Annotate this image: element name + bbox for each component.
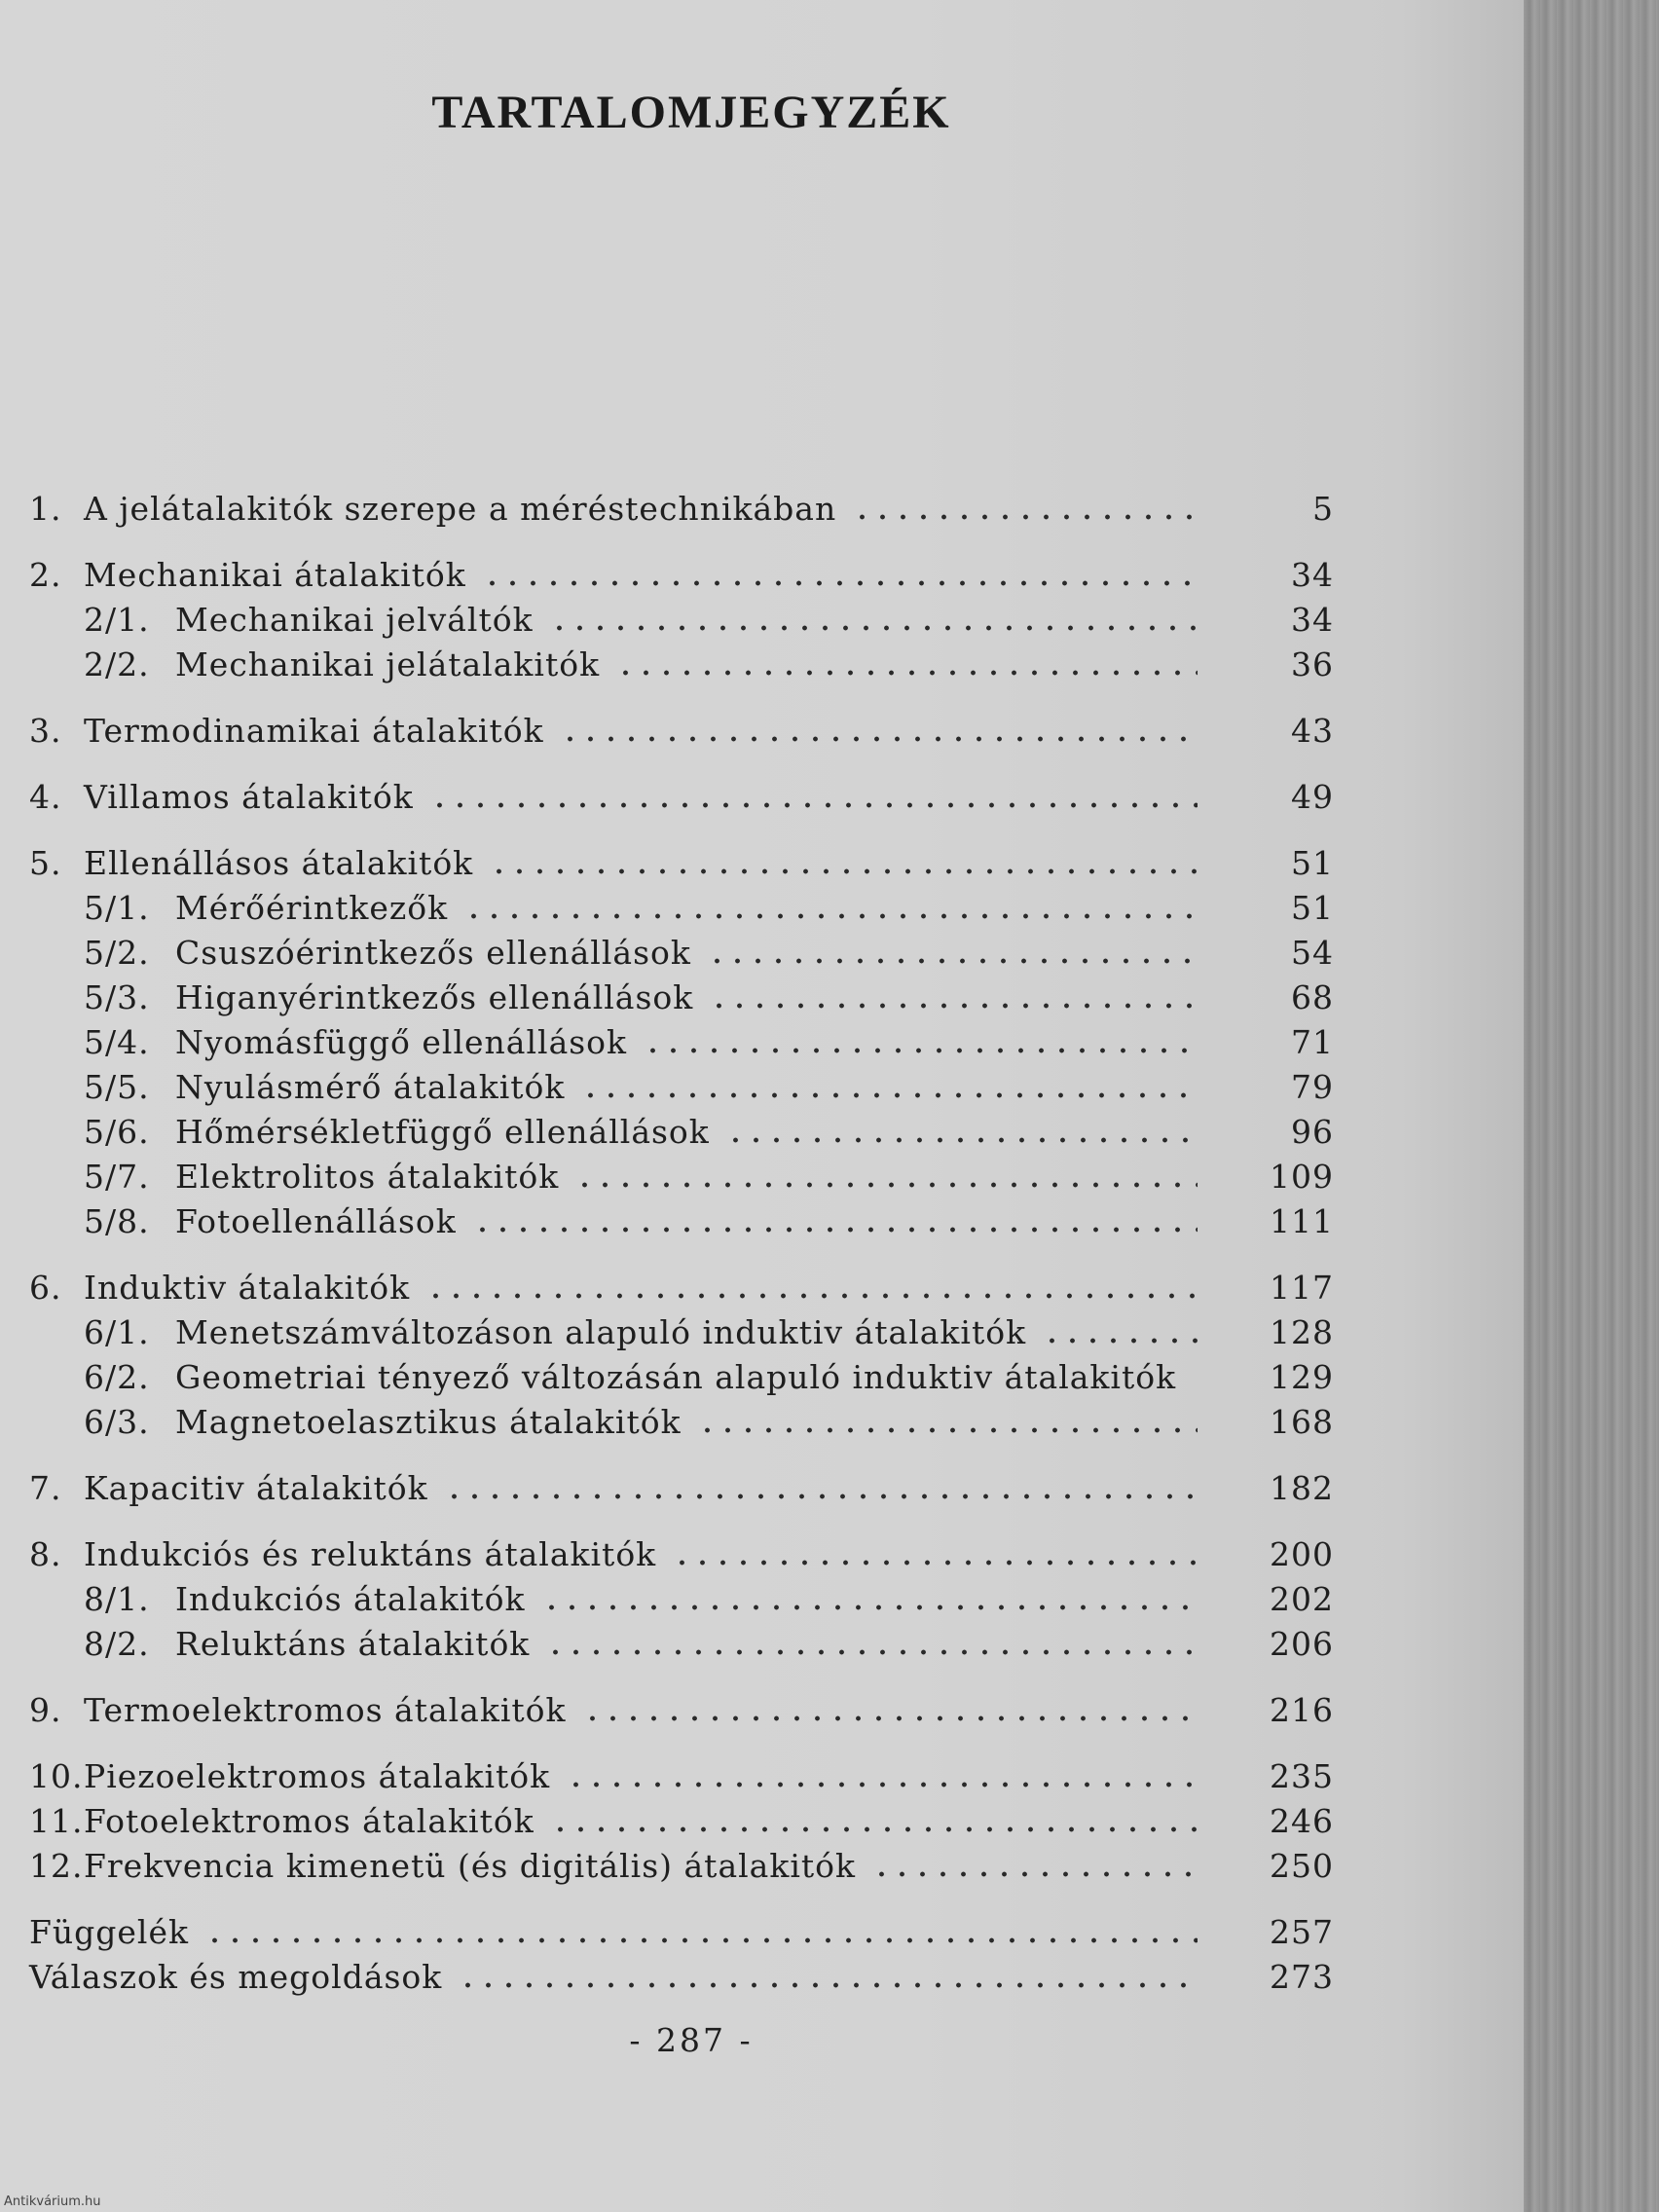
dot-leader <box>489 868 1198 874</box>
toc-entry-page: 216 <box>1270 1691 1334 1729</box>
toc-entry-number: 8/1. <box>84 1580 150 1618</box>
toc-entry-number: 6. <box>29 1269 62 1307</box>
dot-leader <box>425 1293 1198 1299</box>
toc-entry-title: A jelátalakitók szerepe a méréstechnikában <box>84 490 837 528</box>
toc-entry-page: 206 <box>1270 1625 1334 1663</box>
dot-leader <box>582 1715 1198 1721</box>
toc-entry-page: 49 <box>1291 778 1334 816</box>
toc-entry-page: 202 <box>1270 1580 1334 1618</box>
toc-entry <box>29 487 1334 532</box>
toc-entry-page: 36 <box>1291 645 1334 683</box>
toc-entry-title: Geometriai tényező változásán alapuló induktiv átalakitók <box>175 1358 1177 1396</box>
dot-leader <box>463 913 1198 919</box>
dot-leader <box>1042 1338 1198 1344</box>
toc-entry-number: 3. <box>29 712 62 750</box>
dot-leader <box>672 1560 1198 1566</box>
toc-entry-number: 2. <box>29 556 62 594</box>
toc-entry <box>29 1532 1334 1577</box>
toc-entry-number: 5/8. <box>84 1202 150 1240</box>
dot-leader <box>871 1871 1198 1877</box>
toc-entry <box>29 1400 1334 1445</box>
table-of-contents <box>29 487 1334 2000</box>
toc-entry-page: 34 <box>1291 601 1334 639</box>
toc-entry-page: 111 <box>1270 1202 1334 1240</box>
toc-entry-page: 273 <box>1270 1958 1334 1996</box>
toc-entry <box>29 1577 1334 1622</box>
toc-entry-title: Piezoelektromos átalakitók <box>84 1757 551 1795</box>
toc-entry-title: Nyulásmérő átalakitók <box>175 1068 566 1106</box>
dot-leader <box>545 1649 1198 1655</box>
dot-leader <box>560 736 1198 742</box>
toc-entry-page: 71 <box>1291 1023 1334 1061</box>
toc-entry-title: Mechanikai átalakitók <box>84 556 466 594</box>
toc-entry-title: Villamos átalakitók <box>84 778 414 816</box>
toc-entry-title: Hőmérsékletfüggő ellenállások <box>175 1113 710 1151</box>
toc-entry-page: 109 <box>1270 1158 1334 1196</box>
dot-leader <box>574 1182 1198 1188</box>
dot-leader <box>549 625 1198 631</box>
dot-leader <box>580 1092 1198 1098</box>
toc-entry-title: Nyomásfüggő ellenállások <box>175 1023 628 1061</box>
toc-entry-page: 43 <box>1291 712 1334 750</box>
toc-entry-number: 6/1. <box>84 1313 150 1351</box>
toc-entry-title: Mechanikai jelátalakitók <box>175 645 601 683</box>
toc-entry-page: 79 <box>1291 1068 1334 1106</box>
toc-entry-title: Induktiv átalakitók <box>84 1269 411 1307</box>
toc-entry-number: 10. <box>29 1757 84 1795</box>
toc-entry-title: Csuszóérintkezős ellenállások <box>175 934 691 972</box>
page-title: TARTALOMJEGYZÉK <box>431 87 951 139</box>
toc-entry-page: 117 <box>1270 1269 1334 1307</box>
toc-entry-page: 246 <box>1270 1802 1334 1840</box>
toc-entry-title: Kapacitiv átalakitók <box>84 1469 428 1507</box>
toc-entry-title: Mérőérintkezők <box>175 889 449 927</box>
toc-entry-number: 5/2. <box>84 934 150 972</box>
dot-leader <box>709 1003 1198 1009</box>
toc-entry <box>29 976 1334 1020</box>
toc-entry-number: 8/2. <box>84 1625 150 1663</box>
toc-entry-number: 6/2. <box>84 1358 150 1396</box>
toc-entry <box>29 931 1334 976</box>
toc-entry-title: Termoelektromos átalakitók <box>84 1691 567 1729</box>
dot-leader <box>643 1048 1198 1053</box>
watermark: Antikvárium.hu <box>4 2194 101 2209</box>
toc-entry-page: 235 <box>1270 1757 1334 1795</box>
toc-entry <box>29 1688 1334 1733</box>
toc-entry <box>29 1622 1334 1667</box>
toc-entry-number: 5/3. <box>84 978 150 1016</box>
toc-entry <box>29 1065 1334 1110</box>
toc-entry-title: Válaszok és megoldások <box>29 1958 443 1996</box>
dot-leader <box>615 670 1198 676</box>
toc-entry <box>29 1844 1334 1889</box>
toc-entry-title: Fotoelektromos átalakitók <box>84 1802 535 1840</box>
dot-leader <box>204 1937 1198 1943</box>
dot-leader <box>444 1493 1198 1499</box>
dot-leader <box>725 1137 1198 1143</box>
page-number: - 287 - <box>629 2021 754 2059</box>
toc-entry-page: 257 <box>1270 1913 1334 1951</box>
toc-entry-page: 51 <box>1291 844 1334 882</box>
toc-entry-title: Mechanikai jelváltók <box>175 601 534 639</box>
dot-leader <box>541 1604 1198 1610</box>
toc-entry-number: 7. <box>29 1469 62 1507</box>
toc-entry <box>29 1355 1334 1400</box>
toc-entry-number: 1. <box>29 490 62 528</box>
toc-entry-page: 200 <box>1270 1535 1334 1573</box>
toc-entry-number: 4. <box>29 778 62 816</box>
toc-entry-page: 34 <box>1291 556 1334 594</box>
toc-entry-page: 96 <box>1291 1113 1334 1151</box>
toc-entry-page: 129 <box>1270 1358 1334 1396</box>
toc-entry-title: Frekvencia kimenetü (és digitális) átalakitók <box>84 1847 857 1885</box>
dot-leader <box>550 1826 1198 1832</box>
toc-entry-number: 2/2. <box>84 645 150 683</box>
dot-leader <box>472 1227 1198 1233</box>
dot-leader <box>429 802 1198 808</box>
toc-entry-title: Fotoellenállások <box>175 1202 457 1240</box>
toc-entry <box>29 1199 1334 1244</box>
toc-entry-number: 11. <box>29 1802 84 1840</box>
dot-leader <box>482 580 1198 586</box>
dot-leader <box>566 1782 1198 1788</box>
toc-entry-page: 51 <box>1291 889 1334 927</box>
toc-entry-number: 5/5. <box>84 1068 150 1106</box>
dot-leader <box>697 1427 1198 1433</box>
toc-entry-title: Indukciós és reluktáns átalakitók <box>84 1535 657 1573</box>
toc-entry-title: Elektrolitos átalakitók <box>175 1158 560 1196</box>
toc-entry-number: 8. <box>29 1535 62 1573</box>
toc-entry-number: 2/1. <box>84 601 150 639</box>
toc-entry <box>29 709 1334 754</box>
toc-entry-title: Függelék <box>29 1913 190 1951</box>
toc-entry-page: 250 <box>1270 1847 1334 1885</box>
toc-entry <box>29 643 1334 687</box>
toc-entry <box>29 553 1334 598</box>
dot-leader <box>1192 1382 1198 1388</box>
toc-entry <box>29 1955 1334 2000</box>
toc-entry-number: 5/1. <box>84 889 150 927</box>
toc-entry <box>29 1466 1334 1511</box>
toc-entry-title: Menetszámváltozáson alapuló induktiv átalakitók <box>175 1313 1027 1351</box>
page-stack-edge <box>1524 0 1659 2212</box>
toc-entry <box>29 1110 1334 1155</box>
toc-entry-title: Higanyérintkezős ellenállások <box>175 978 694 1016</box>
toc-entry <box>29 1310 1334 1355</box>
toc-entry <box>29 1799 1334 1844</box>
toc-entry-page: 68 <box>1291 978 1334 1016</box>
toc-entry <box>29 1910 1334 1955</box>
toc-entry-page: 128 <box>1270 1313 1334 1351</box>
toc-entry-number: 5. <box>29 844 62 882</box>
toc-entry-page: 168 <box>1270 1403 1334 1441</box>
toc-entry-number: 9. <box>29 1691 62 1729</box>
toc-entry-number: 12. <box>29 1847 84 1885</box>
toc-entry <box>29 1754 1334 1799</box>
toc-entry <box>29 1155 1334 1199</box>
toc-entry-title: Reluktáns átalakitók <box>175 1625 531 1663</box>
toc-entry-page: 54 <box>1291 934 1334 972</box>
toc-entry-number: 5/7. <box>84 1158 150 1196</box>
toc-entry-number: 5/4. <box>84 1023 150 1061</box>
toc-entry <box>29 1266 1334 1310</box>
toc-entry <box>29 886 1334 931</box>
toc-entry-title: Ellenállásos átalakitók <box>84 844 474 882</box>
toc-entry-title: Magnetoelasztikus átalakitók <box>175 1403 682 1441</box>
toc-entry <box>29 841 1334 886</box>
toc-entry-number: 6/3. <box>84 1403 150 1441</box>
toc-entry-number: 5/6. <box>84 1113 150 1151</box>
toc-entry <box>29 1020 1334 1065</box>
toc-entry-page: 182 <box>1270 1469 1334 1507</box>
toc-entry-title: Termodinamikai átalakitók <box>84 712 544 750</box>
toc-entry-title: Indukciós átalakitók <box>175 1580 526 1618</box>
dot-leader <box>458 1982 1198 1988</box>
toc-entry-page: 5 <box>1312 490 1334 528</box>
dot-leader <box>852 514 1198 520</box>
toc-entry <box>29 775 1334 820</box>
toc-entry <box>29 598 1334 643</box>
dot-leader <box>707 958 1198 964</box>
